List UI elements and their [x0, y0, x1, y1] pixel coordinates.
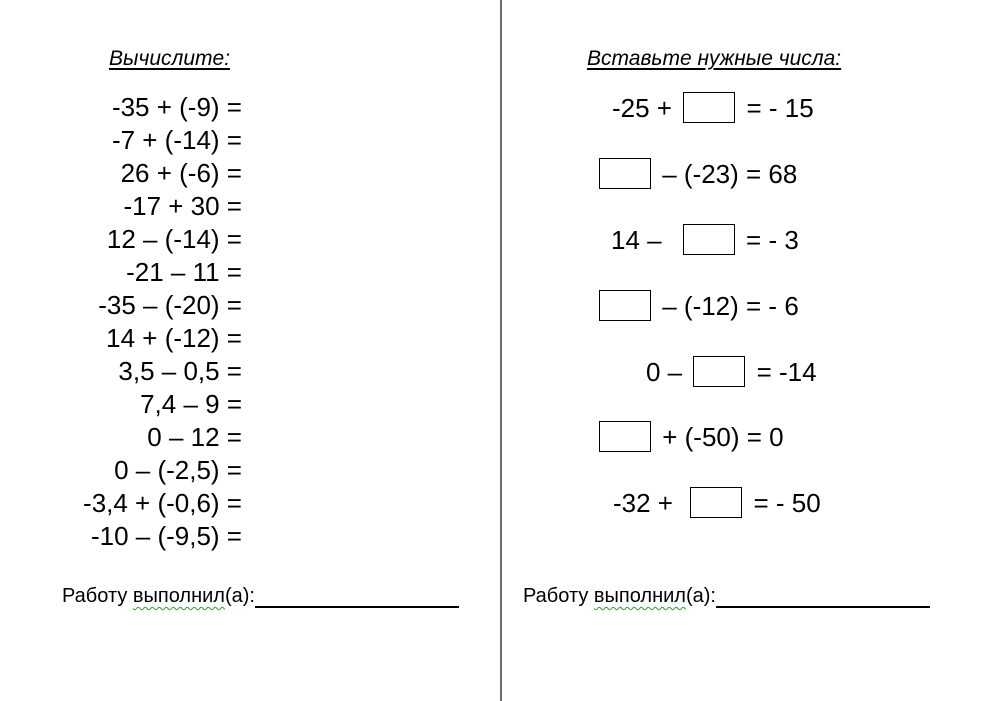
fill-equation-4 [595, 289, 799, 324]
calc-expression-13: -3,4 + (-0,6) = [83, 488, 242, 518]
signature-prefix: Работу [62, 585, 133, 607]
signature-line[interactable] [716, 586, 930, 608]
answer-box[interactable] [690, 487, 742, 518]
fill-equation-1 [612, 91, 814, 126]
calc-expression-8: 14 + (-12) = [106, 323, 242, 353]
fill-equation-3 [611, 223, 799, 258]
signature-line[interactable] [255, 586, 459, 608]
answer-box[interactable] [683, 224, 735, 255]
equation-before: -25 + [612, 93, 680, 123]
equation-after: = - 3 [738, 225, 799, 255]
calculate-heading: Вычислите: [109, 47, 231, 70]
right-signature [523, 585, 930, 608]
calc-expression-6: -21 – 11 = [126, 257, 242, 287]
calc-expression-1: -35 + (-9) = [111, 92, 242, 122]
equation-after: – (-12) = - 6 [655, 291, 799, 321]
calc-expression-14: -10 – (-9,5) = [90, 521, 242, 551]
answer-box[interactable] [599, 158, 651, 189]
answer-box[interactable] [683, 92, 735, 123]
signature-word: выполнил [593, 585, 686, 607]
equation-before: 0 – [646, 357, 690, 387]
calc-expression-2: -7 + (-14) = [111, 125, 242, 155]
left-signature [62, 585, 459, 608]
answer-box[interactable] [599, 290, 651, 321]
fill-equation-5 [646, 355, 817, 390]
calc-expression-9: 3,5 – 0,5 = [118, 356, 242, 386]
equation-after: = - 50 [746, 488, 821, 518]
page-divider [500, 0, 502, 701]
fill-in-heading: Вставьте нужные числа: [587, 47, 842, 70]
calc-expression-12: 0 – (-2,5) = [114, 455, 242, 485]
fill-equation-6 [595, 420, 784, 455]
answer-box[interactable] [693, 356, 745, 387]
equation-after: = -14 [749, 357, 817, 387]
signature-prefix: Работу [523, 585, 594, 607]
signature-suffix: (а): [224, 585, 255, 607]
signature-word: выполнил [132, 585, 225, 607]
calc-expression-7: -35 – (-20) = [98, 290, 242, 320]
calc-expression-11: 0 – 12 = [147, 422, 242, 452]
equation-before: 14 – [611, 225, 669, 255]
calc-expression-5: 12 – (-14) = [106, 224, 242, 254]
calc-expression-3: 26 + (-6) = [120, 158, 242, 188]
signature-suffix: (а): [685, 585, 716, 607]
equation-after: + (-50) = 0 [655, 422, 784, 452]
calc-expression-10: 7,4 – 9 = [140, 389, 242, 419]
equation-after: = - 15 [739, 93, 814, 123]
equation-before: -32 + [613, 488, 681, 518]
equation-after: – (-23) = 68 [655, 159, 798, 189]
answer-box[interactable] [599, 421, 651, 452]
calc-expression-4: -17 + 30 = [123, 191, 242, 221]
fill-equation-7 [613, 486, 821, 521]
fill-equation-2 [595, 157, 797, 192]
